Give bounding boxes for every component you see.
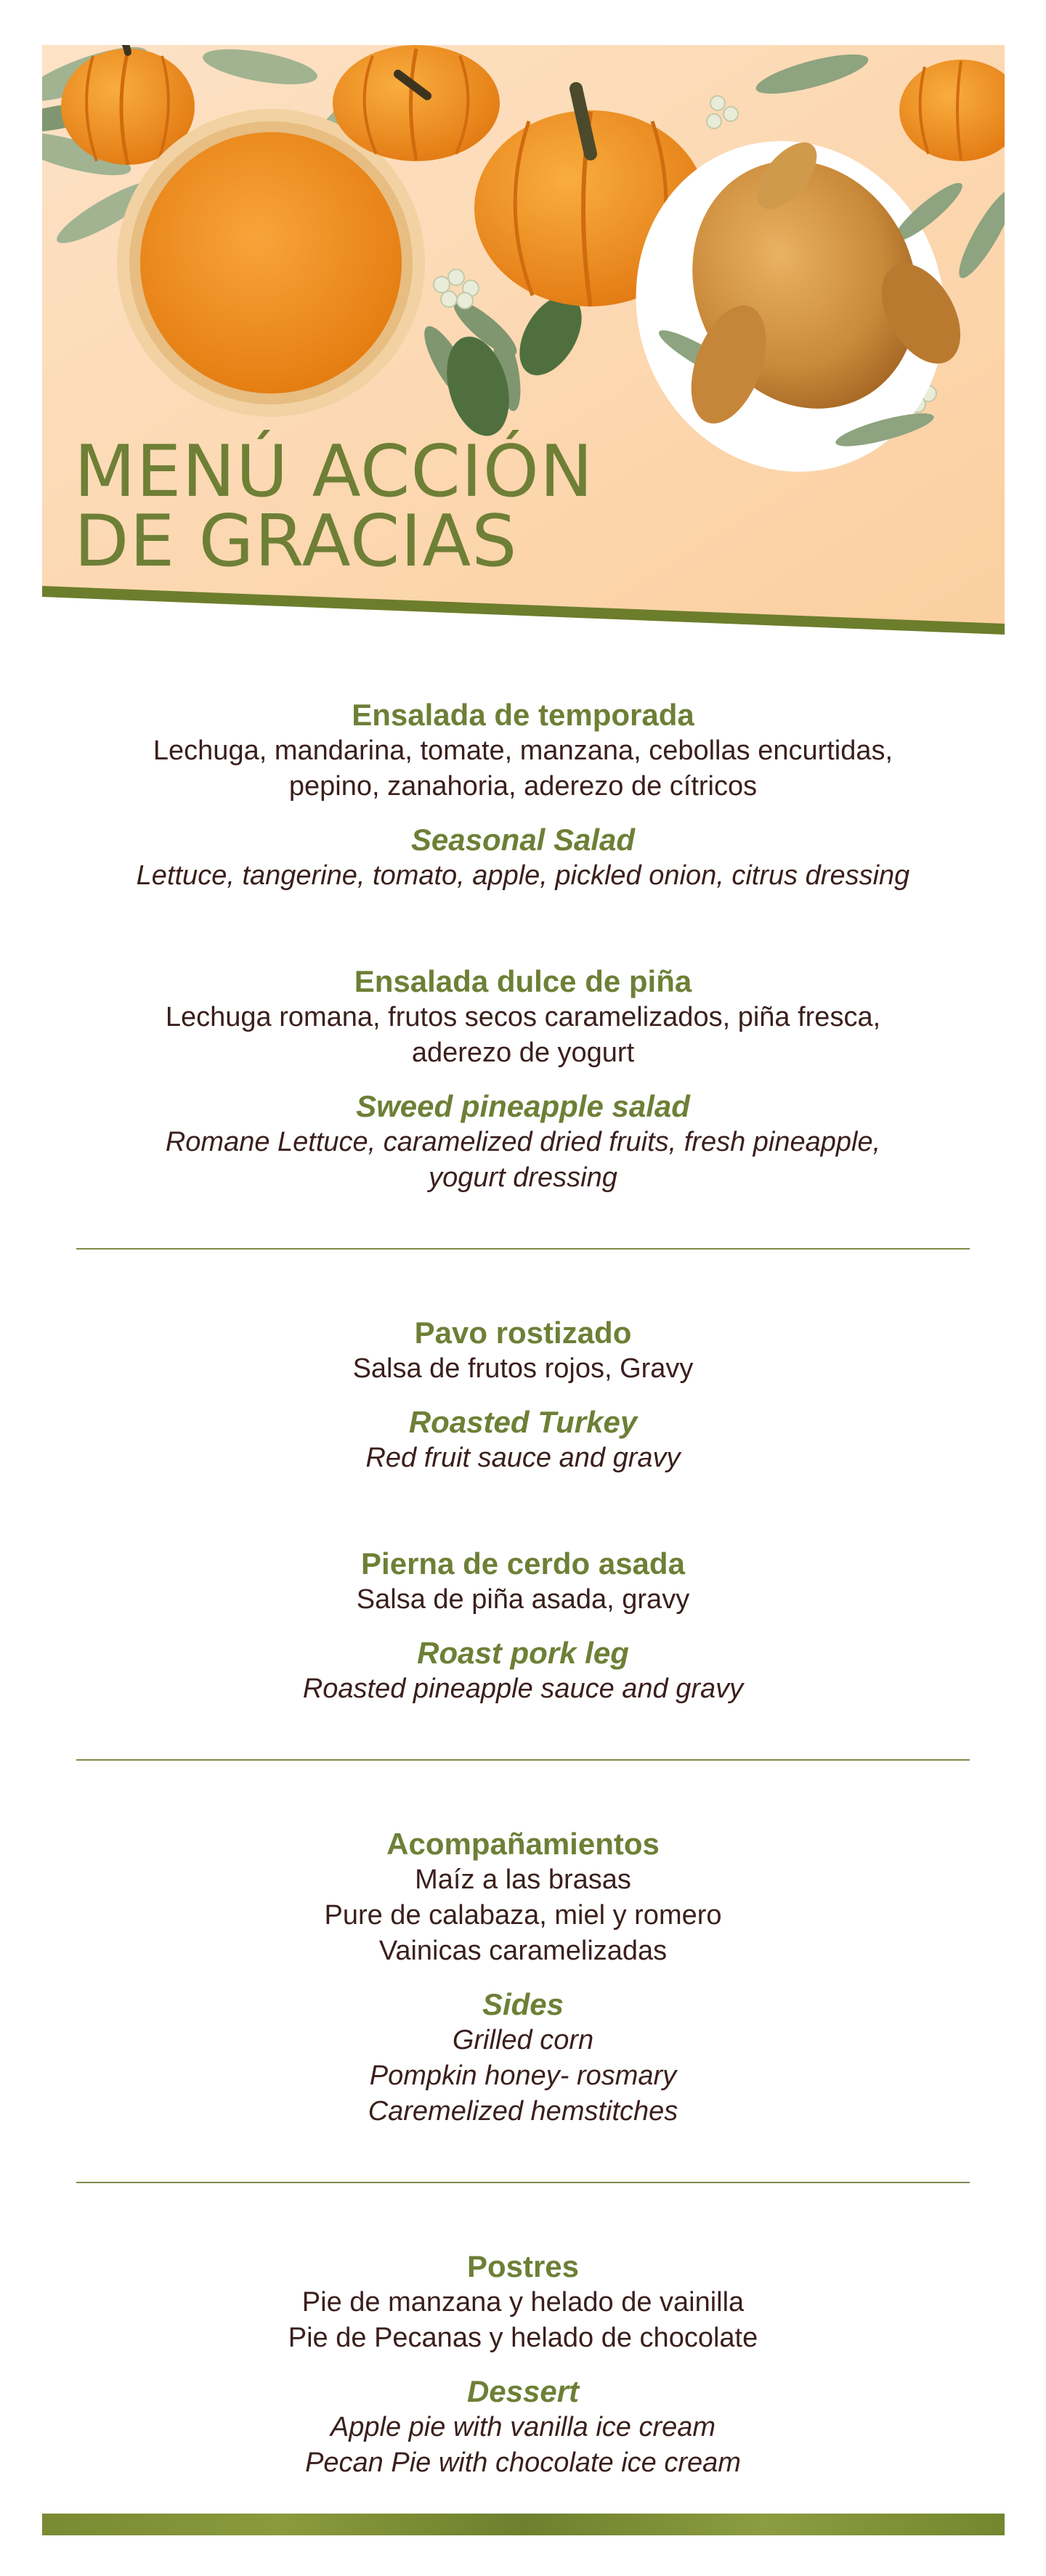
menu-section-desserts: [76, 2249, 970, 2481]
dish-name-en: Seasonal Salad: [410, 823, 636, 857]
menu-body: [76, 697, 970, 2481]
dish-name-en: Sides: [482, 1987, 564, 2021]
dish-name-es: Ensalada dulce de piña: [354, 964, 692, 998]
footer-band: [42, 2514, 1005, 2535]
dish-description-en: Romane Lettuce, caramelized dried fruits, fresh pineapple, yogurt dressing: [165, 1127, 881, 1193]
menu-section-salads: [76, 697, 970, 1196]
dish-name-en: Roasted Turkey: [408, 1405, 638, 1439]
dish-description-es: Pie de manzana y helado de vainilla Pie de Pecanas y helado de chocolate: [288, 2287, 758, 2353]
hero-banner: [42, 45, 1005, 635]
dish-name-es: Pierna de cerdo asada: [361, 1546, 685, 1581]
dish-description-en: Grilled corn Pompkin honey- rosmary Caremelized hemstitches: [368, 2025, 678, 2127]
section-divider: [76, 1248, 970, 1250]
dish-description-es: Salsa de frutos rojos, Gravy: [352, 1353, 694, 1384]
menu-item: [76, 1315, 970, 1476]
dish-description-es: Lechuga romana, frutos secos caramelizados, piña fresca, aderezo de yogurt: [165, 1002, 881, 1068]
dish-name-en: Dessert: [466, 2374, 580, 2408]
dish-description-en: Red fruit sauce and gravy: [365, 1443, 681, 1473]
menu-title-line-1: MENÚ ACCIÓN: [74, 431, 594, 513]
menu-item: [76, 2249, 970, 2481]
menu-item: [76, 963, 970, 1196]
dish-name-es: Pavo rostizado: [414, 1316, 632, 1350]
menu-title: [74, 431, 594, 583]
dish-name-es: Postres: [466, 2249, 580, 2283]
dish-name-es: Acompañamientos: [386, 1827, 660, 1861]
dish-description-en: Roasted pineapple sauce and gravy: [302, 1674, 744, 1704]
dish-description-en: Apple pie with vanilla ice cream Pecan Pie with chocolate ice cream: [305, 2412, 741, 2478]
menu-title-line-2: DE GRACIAS: [74, 500, 518, 583]
menu-section-sides: [76, 1826, 970, 2129]
dish-description-es: Maíz a las brasas Pure de calabaza, miel y romero Vainicas caramelizadas: [324, 1864, 722, 1966]
dish-name-en: Roast pork leg: [417, 1636, 629, 1670]
menu-item: [76, 1826, 970, 2129]
dish-description-es: Lechuga, mandarina, tomate, manzana, cebollas encurtidas, pepino, zanahoria, aderezo de cítricos: [153, 735, 893, 802]
menu-section-mains: [76, 1315, 970, 1707]
dish-description-es: Salsa de piña asada, gravy: [356, 1584, 690, 1615]
section-divider: [76, 1759, 970, 1761]
menu-item: [76, 697, 970, 894]
dish-description-en: Lettuce, tangerine, tomato, apple, pickled onion, citrus dressing: [136, 860, 910, 891]
dish-name-en: Sweed pineapple salad: [356, 1089, 690, 1123]
pumpkin-icon: [333, 45, 500, 161]
section-divider: [76, 2182, 970, 2183]
dish-name-es: Ensalada de temporada: [352, 698, 694, 732]
pumpkin-pie-icon: [117, 109, 425, 417]
menu-item: [76, 1546, 970, 1707]
